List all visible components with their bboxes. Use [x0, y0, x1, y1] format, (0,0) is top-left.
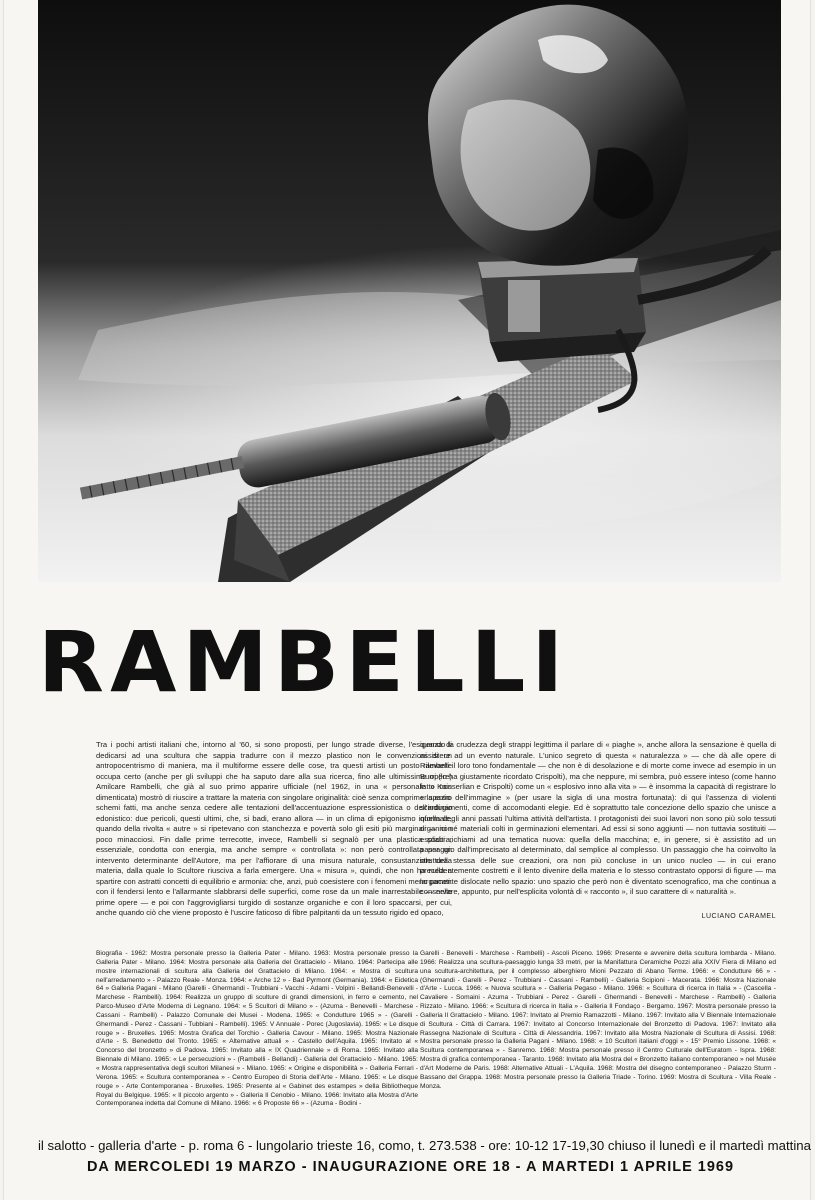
- artist-name-title: RAMBELLI: [38, 613, 570, 711]
- biography-text-left: Biografia - 1962: Mostra personale presso la Galleria Pater - Milano. 1963: Mostra personale presso la Galleria Pater - Milano. 1964: Mostra personale alla Galleria del Grattacielo - Milano. 1964: Partecipa alle mostre internazionali di scultura alla Galleria del Grattacielo di Milano. 1964: « Mostra di scultura nell'arredamento » - Palazzo Reale - Monza. 1964: « Arche 12 » - Bad Pyrmont (Germania). 1964: « Eidetica 64 » Galleria Pagani - Milano (Garelli - Ghermandi - Trubbiani - Vacchi - Adami - Volpini - Bellandi-Benevelli - Marchese - Rambelli). 1964: Realizza un gruppo di sculture di grandi dimensioni, in ferro e cemento, nel Parco-Museo d'Arte Moderna di Legnano. 1964: « 5 Scultori di Milano » - (Azuma - Benevelli - Marchese - Cassani - Rambelli) - Palazzo Comunale dei Musei - Modena. 1965: « Condutture 1965 » - (Garelli - Ghermandi - Perez - Cassani - Tubbiani - Rambelli). 1965: V Annuale - Porec (Jugoslavia). 1965: « Le disque rouge » - Bruxelles. 1965: Mostra Grafica del Torchio - Galleria Cavour - Milano. 1965: Mostra Nazionale d'Arte - S. Benedetto del Tronto. 1965: « Alternative attuali » - Castello dell'Aquila. 1965: Invitato al « Concorso del bronzetto » di Padova. 1965: Invitato alla « IX Quadriennale » di Roma. 1965: Invitato alla Biennale di Milano. 1965: « Le persecuzioni » - (Rambelli - Bellandi) - Galleria del Grattacielo - Milano. 1965: « Mostra rappresentativa degli scultori Milanesi » - Milano. 1965: « Origine e disponibilità » - Galleria Ferrari - Verona. 1965: « Scultura contemporanea » - Centro Europeo di Storia dell'Arte - Milano. 1965: « Le disque rouge » - Arte Contemporanea - Bruxelles. 1965: Presente al « Gabinet des estampes » della Bibliotheque Royal du Belgique. 1965: « Il piccolo argento » - Galleria Il Cenobio - Milano. 1966: Invitato alla Mostra d'Arte Contemporanea indetta dal Comune di Milano. 1966: « 6 Proposte 66 » - (Azuma - Bodini -: [96, 950, 418, 1108]
- poster-sheet: [4, 0, 810, 1200]
- biography-column-left: [96, 950, 418, 1109]
- gallery-address-line: il salotto - galleria d'arte - p. roma 6 - lungolario trieste 16, como, t. 273.538 - ore: 10-12 17-19,30 chiuso il lunedì e il martedì mattina: [38, 1138, 811, 1153]
- essay-author-signature: LUCIANO CARAMEL: [701, 913, 776, 920]
- essay-column-right: [420, 740, 776, 898]
- sculpture-photograph: [38, 0, 781, 582]
- biography-column-right: [420, 950, 776, 1092]
- biography-text-right: Garelli - Benevelli - Marchese - Rambelli) - Ascoli Piceno. 1966: Presente e avvenire della scultura lombarda - Milano. 1966: Realizza una scultura-paesaggio lunga 33 metri, per la Manifattura Ceramiche Pozzi alla XXIV Fiera di Milano ed una scultura-architettura, per il complesso alberghiero Mioni Pezzato di Abano Terme. 1966: « Condutture 66 » - (Ghermandi - Garelli - Perez - Trubbiani - Cassani - Rambelli) - Galleria Scipioni - Macerata. 1966: Mostra Nazionale d'Arte - Lucca. 1966: « Nuova scultura » - Galleria Pegaso - Milano. 1966: « Scultura di ricerca in Italia » - (Cascella - Cavaliere - Somaini - Azuma - Trubbiani - Perez - Garelli - Ghermandi - Benevelli - Marchese - Rambelli) - Galleria Rizzato - Milano. 1966: « Scultura di ricerca in Italia » - Galleria Il Fondaço - Bergamo. 1967: Mostra personale presso la Galleria Il Grattacielo - Milano. 1967: Invitato al Premio Ramazzotti - Milano. 1967: Invitato alla V Biennale Internazionale di Scultura - Città di Carrara. 1967: Invitato al Concorso Internazionale del Bronzetto di Padova. 1967: Invitato alla Rassegna Nazionale di Scultura - Città di Alessandria. 1967: Invitato alla Mostra Nazionale di Scultura di Assisi. 1968: Mostra personale presso la Galleria Pagani - Milano. 1968: « 10 Scultori italiani d'oggi » - 15° Premio Lissone. 1968: « Scultura contemporanea » - Sanremo. 1968: Mostra personale presso il Centro Culturale dell'Euratom - Ispra. 1968: Mostra di grafica contemporanea - Taranto. 1968: Invitato alla Mostra del « Bronzetto italiano contemporaneo » nel Musée d'Art Moderne de Paris. 1968: Alternative Attuali - L'Aquila. 1968: Mostra del disegno contemporaneo - Palazzo Sturm - Bassano del Grappa. 1968: Mostra personale presso la Galleria Triade - Torino. 1969: Mostra di Scultura - Villa Reale - Monza.: [420, 950, 776, 1090]
- essay-column-left: [96, 740, 452, 919]
- exhibition-dates-line: DA MERCOLEDI 19 MARZO - INAUGURAZIONE ORE 18 - A MARTEDI 1 APRILE 1969: [86, 1159, 735, 1175]
- essay-text-left: Tra i pochi artisti italiani che, intorno al '60, si sono proposti, per lungo strade diverse, l'esigenza di dedicarsi ad una scultura che sappia tradurre con il mezzo plastico non le convenzioni di un antropocentrismo di maniera, ma il multiforme essere delle cose, tra questi artisti un posto rilevante occupa certo (anche per gli sviluppi che ha saputo dare alla sua ricerca, fino alle ultimissime opere) Amilcare Rambelli, che già al suo primo apparire ufficiale (nel 1962, in una « personale » non dimenticata) mostrò di riuscire a trattare la materia con singolare originalità: cioè senza comprimerla entro schemi fatti, ma anche senza cedere alle tentazioni dell'accentuazione espressionistica o dell'indugio edonistico: due pericoli, questi ultimi, che, si badi, erano allora — in un clima di epigonismo informale, quando della rivolta « autre » si ripetevano con stanchezza e povertà solo gli esiti più marginali — non poco minacciosi. Fin dalle prime terrecotte, invece, Rambelli si segnalò per una plastica scabra, essenziale, condotta con energia, ma anche sempre « controllata »: non però controllata per un intervento determinante dell'Autore, ma per l'affiorare di una misura naturale, consustanziale della materia, dalla quale lo Scultore riusciva a farla emergere. Una « misura », quindi, che non ha nulla a spartire con astratti concetti di equilibrio e armonia: che, anzi, può coesistere con i fenomeni meno pacati: con il fendersi lento e l'allarmante slabbrarsi delle superfici, come rose da un male inarrestabile — nelle prime opere — e poi con l'aggrovigliarsi turgido di sostanze organiche e con il loro spaccarsi, per cui, anche quando ciò che viene proposto è l'uscire faticoso di fibre palpitanti da un tessuto rigido ed opaco,: [96, 740, 452, 917]
- essay-text-right: quando la crudezza degli strappi legittima il parlare di « piaghe », anche allora la sensazione è quella di assistere ad un evento naturale. L'unico segreto di questa « naturalezza » — che dà alle opere di Rambelli il loro tono fondamentale — che non è di desolazione e di morte come invece ad esempio in un Burri (lo ha giustamente ricordato Crispolti), ma che neppure, mi sembra, può essere inteso (come hanno fatto Kaisserlian e Crispolti) come un « esplosivo inno alla vita » — è insomma la capacità di registrare lo « spazio dell'immagine » (per usare la sigla di una mostra fortunata): di qui l'assenza di violenti scardinamenti, come di accomodanti elegie. Ed è soprattutto tale concezione dello spazio che unisce a quella degli anni passati l'ultima attività dell'artista. I protagonisti dei suoi lavori non sono più solo tessuti organici né materiali colti in germinazioni elementari. Ad essi si sono aggiunti — non tuttavia sostituiti — espliciti richiami ad una tematica nuova: quella della macchina; e, in genere, si è assistito ad un passaggio dall'imprecisato al determinato, dal semplice al complesso. Un passaggio che ha coinvolto la struttura stessa delle sue creazioni, ora non più concluse in un unico nucleo — in cui erano precedentemente costretti e il lento divenire della materia e lo stesso contrastato opporsi di figure — ma largamente dislocate nello spazio: uno spazio che però non è diventato scenografico, ma che continua a conservare, appunto, pur nell'esplicita volontà di « racconto », il suo carattere di « naturalità ».: [420, 740, 776, 896]
